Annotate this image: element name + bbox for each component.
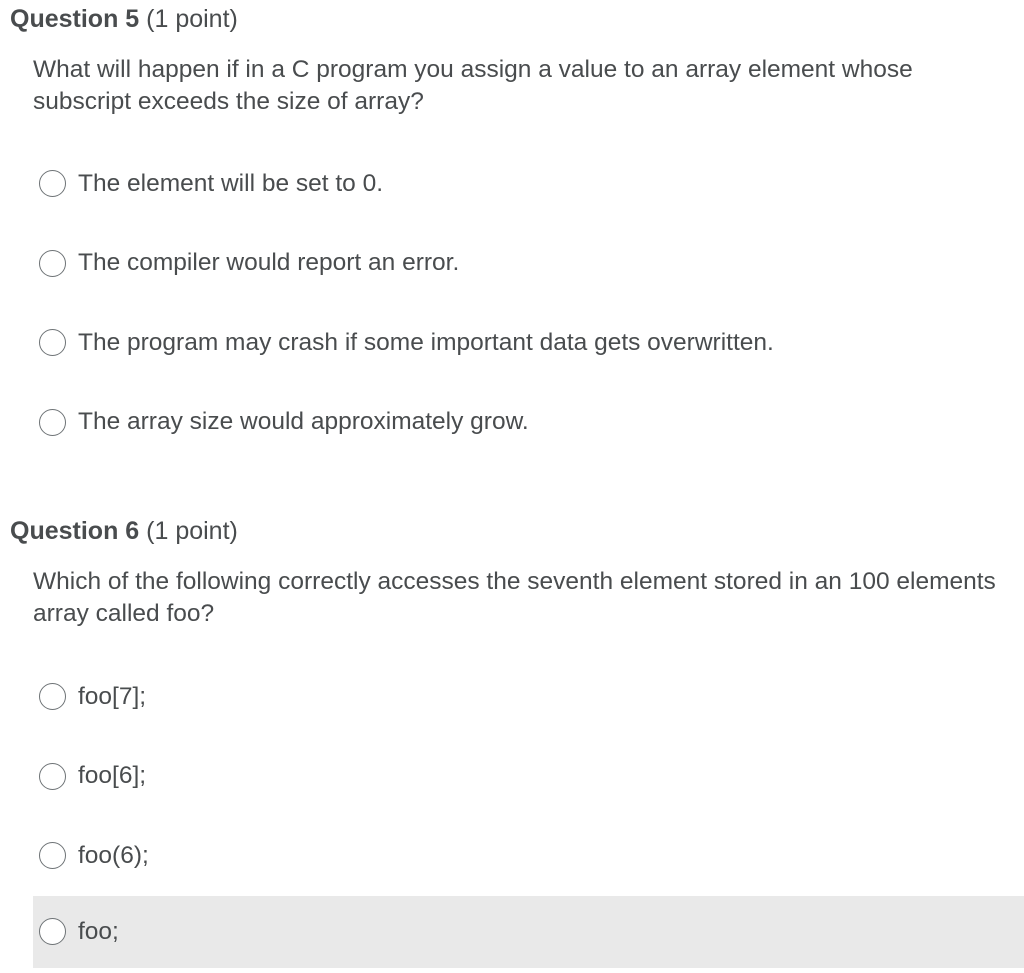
option-label: The compiler would report an error. [78,249,460,277]
option-label: The array size would approximately grow. [78,408,529,436]
question-title: Question 5 [10,5,140,33]
answer-option[interactable] [33,303,1024,383]
question-points: (1 point) [146,517,238,545]
option-label: foo; [78,917,119,945]
radio-button[interactable] [39,763,66,790]
question-heading [10,4,238,34]
radio-button[interactable] [39,842,66,869]
question-points: (1 point) [146,5,238,33]
answer-options [33,657,1024,968]
answer-option[interactable] [33,224,1024,304]
option-label: foo[6]; [78,762,147,790]
radio-button[interactable] [39,683,66,710]
option-label: The program may crash if some important data gets overwritten. [78,328,774,356]
answer-option-hovered[interactable] [33,896,1024,968]
answer-option[interactable] [33,383,1024,463]
answer-option[interactable] [33,144,1024,224]
radio-button[interactable] [39,170,66,197]
question-title: Question 6 [10,517,140,545]
radio-button[interactable] [39,329,66,356]
answer-options [33,144,1024,462]
option-label: foo(6); [78,841,149,869]
radio-button[interactable] [39,409,66,436]
answer-option[interactable] [33,737,1024,817]
question-prompt: What will happen if in a C program you assign a value to an array element whose subscript exceeds the size of array? [33,56,913,115]
question-prompt: Which of the following correctly accesses the seventh element stored in an 100 elements array called foo? [33,568,996,627]
option-label: foo[7]; [78,682,147,710]
radio-button[interactable] [39,250,66,277]
option-label: The element will be set to 0. [78,169,384,197]
answer-option[interactable] [33,657,1024,737]
question-heading [10,516,238,546]
answer-option[interactable] [33,816,1024,896]
radio-button[interactable] [39,918,66,945]
